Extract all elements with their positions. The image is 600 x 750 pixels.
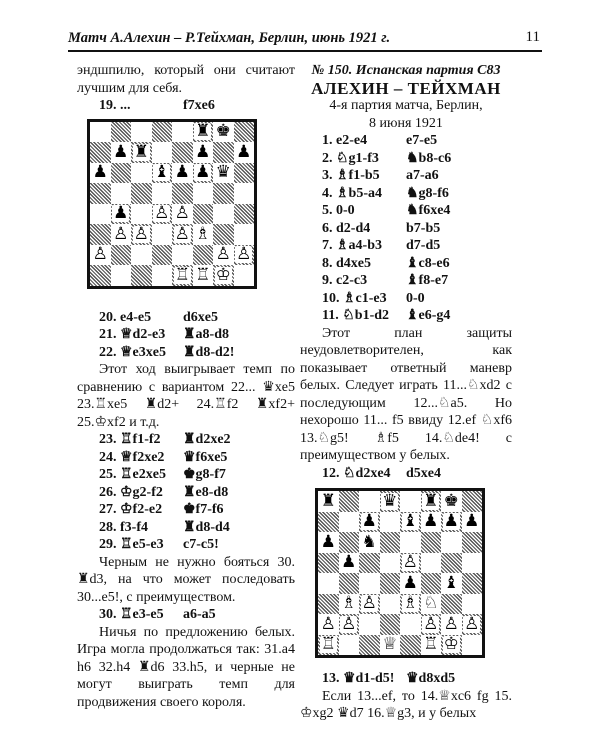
move-black: ♜a8-d8 bbox=[183, 327, 229, 342]
move-row bbox=[77, 519, 295, 537]
board-square bbox=[359, 573, 380, 594]
board-square bbox=[441, 614, 462, 635]
board-square bbox=[90, 183, 111, 204]
chess-piece-icon: ♙ bbox=[154, 203, 170, 224]
move-row bbox=[77, 344, 295, 362]
board-square bbox=[441, 532, 462, 553]
move-black: a7-a6 bbox=[406, 168, 439, 183]
move-row bbox=[300, 220, 512, 238]
moves-list-2 bbox=[77, 431, 295, 554]
move-white: 20. e4-e5 bbox=[99, 309, 152, 325]
move-black: 0-0 bbox=[406, 290, 425, 306]
move-13 bbox=[300, 670, 512, 688]
move-black: ♛d8xd5 bbox=[406, 671, 456, 686]
comment-2: Черным не нужно бояться 30. ♜d3, на что может последовать 30...e5!, с преимуществом. bbox=[77, 554, 295, 605]
chess-piece-icon: ♟ bbox=[113, 203, 129, 224]
chess-piece-icon: ♟ bbox=[195, 141, 211, 162]
move-white: 22. ♕e3xe5 bbox=[99, 344, 166, 360]
board-square bbox=[339, 512, 360, 533]
running-header bbox=[68, 28, 542, 52]
move-30 bbox=[77, 606, 295, 624]
board-square bbox=[462, 532, 483, 553]
board-square bbox=[400, 491, 421, 512]
board-square bbox=[462, 512, 483, 533]
move-row bbox=[77, 466, 295, 484]
move-white: 1. e2-e4 bbox=[322, 133, 368, 148]
board-square bbox=[380, 512, 401, 533]
move-white: 4. ♗b5-a4 bbox=[322, 185, 382, 201]
move-black: ♛f6xe5 bbox=[183, 449, 228, 465]
chess-piece-icon: ♟ bbox=[361, 511, 377, 532]
board-square bbox=[152, 142, 173, 163]
chess-piece-icon: ♙ bbox=[113, 223, 129, 244]
move-black: d5xe4 bbox=[406, 465, 441, 481]
move-white: 3. ♗f1-b5 bbox=[322, 168, 380, 183]
board-square bbox=[152, 224, 173, 245]
move-black: ♜d8-d4 bbox=[183, 519, 230, 535]
board-square bbox=[462, 614, 483, 635]
chess-diagram-2 bbox=[315, 488, 485, 658]
board-square bbox=[318, 573, 339, 594]
board-square bbox=[318, 532, 339, 553]
move-row bbox=[300, 167, 512, 185]
board-square bbox=[172, 183, 193, 204]
move-white: 23. ♖f1-f2 bbox=[99, 432, 161, 447]
chess-piece-icon: ♟ bbox=[402, 572, 418, 593]
board-square bbox=[339, 614, 360, 635]
move-white: 26. ♔g2-f2 bbox=[99, 484, 163, 500]
move-black: ♞f6xe4 bbox=[406, 203, 451, 218]
board-square bbox=[380, 614, 401, 635]
chess-piece-icon: ♘ bbox=[423, 593, 439, 614]
board-square bbox=[359, 594, 380, 615]
board-square bbox=[213, 142, 234, 163]
board-square bbox=[421, 614, 442, 635]
board-square bbox=[111, 204, 132, 225]
board-square bbox=[318, 614, 339, 635]
board-square bbox=[193, 122, 214, 143]
board-square bbox=[111, 122, 132, 143]
move-black: ♝f8-e7 bbox=[406, 273, 449, 288]
move-black: ♝c8-e6 bbox=[406, 255, 450, 271]
chess-piece-icon: ♕ bbox=[382, 634, 398, 655]
move-white: 29. ♖e5-e3 bbox=[99, 537, 164, 552]
board-square bbox=[421, 512, 442, 533]
board-square bbox=[90, 163, 111, 184]
chess-piece-icon: ♟ bbox=[92, 162, 108, 183]
board-square bbox=[441, 594, 462, 615]
chess-piece-icon: ♛ bbox=[382, 490, 398, 511]
board-square bbox=[234, 163, 255, 184]
move-row bbox=[77, 431, 295, 449]
board-square bbox=[111, 245, 132, 266]
move-white: 10. ♗c1-e3 bbox=[322, 290, 387, 306]
board-square bbox=[172, 245, 193, 266]
board-square bbox=[400, 635, 421, 656]
board-square bbox=[111, 163, 132, 184]
chess-piece-icon: ♙ bbox=[464, 613, 480, 634]
board-square bbox=[131, 245, 152, 266]
move-black: f7xe6 bbox=[183, 98, 215, 113]
board-square bbox=[421, 553, 442, 574]
board-square bbox=[213, 163, 234, 184]
chess-diagram-1 bbox=[87, 119, 257, 289]
board-square bbox=[172, 122, 193, 143]
move-row bbox=[300, 185, 512, 203]
chess-piece-icon: ♟ bbox=[443, 511, 459, 532]
chess-piece-icon: ♙ bbox=[423, 613, 439, 634]
board-square bbox=[318, 553, 339, 574]
chess-piece-icon: ♝ bbox=[443, 572, 459, 593]
board-square bbox=[213, 224, 234, 245]
board-square bbox=[172, 224, 193, 245]
move-black: ♝e6-g4 bbox=[406, 308, 451, 323]
players: АЛЕХИН – ТЕЙХМАН bbox=[311, 78, 501, 98]
chess-piece-icon: ♚ bbox=[215, 121, 231, 142]
board-square bbox=[234, 204, 255, 225]
board-square bbox=[441, 635, 462, 656]
board-square bbox=[90, 245, 111, 266]
board-square bbox=[400, 512, 421, 533]
board-square bbox=[380, 594, 401, 615]
board-square bbox=[193, 204, 214, 225]
board-square bbox=[318, 594, 339, 615]
chess-piece-icon: ♚ bbox=[443, 490, 459, 511]
board-square bbox=[213, 183, 234, 204]
chess-piece-icon: ♗ bbox=[341, 593, 357, 614]
move-white: 12. ♘d2xe4 bbox=[322, 465, 391, 481]
move-white: 13. ♛d1-d5! bbox=[322, 671, 395, 686]
chess-piece-icon: ♝ bbox=[402, 511, 418, 532]
board-square bbox=[193, 245, 214, 266]
chess-piece-icon: ♙ bbox=[92, 244, 108, 265]
move-row bbox=[300, 202, 512, 220]
board-square bbox=[131, 183, 152, 204]
board-square bbox=[152, 122, 173, 143]
chess-piece-icon: ♜ bbox=[195, 121, 211, 142]
comment-5: Если 13...ef, то 14.♕xc6 fg 15. ♔xg2 ♛d7 16.♕g3, и у белых bbox=[300, 688, 512, 721]
running-title: Матч А.Алехин – Р.Тейхман, Берлин, июнь 1921 г. bbox=[68, 30, 391, 46]
board-square bbox=[462, 553, 483, 574]
board-square bbox=[421, 573, 442, 594]
left-column bbox=[77, 62, 295, 711]
board-square bbox=[131, 224, 152, 245]
board-square bbox=[400, 614, 421, 635]
move-white: 2. ♘g1-f3 bbox=[322, 150, 379, 166]
move-white: 24. ♕f2xe2 bbox=[99, 449, 165, 465]
board-square bbox=[421, 594, 442, 615]
board-square bbox=[359, 553, 380, 574]
move-white: 11. ♘b1-d2 bbox=[322, 308, 390, 323]
comment-3: Ничья по предложению белых. Игра могла продолжаться так: 31.a4 h6 32.h4 ♜d6 33.h5, и черные не могут выиграть темп для продвижения своего короля. bbox=[77, 624, 295, 710]
board-square bbox=[234, 265, 255, 286]
chess-piece-icon: ♙ bbox=[174, 223, 190, 244]
move-white: 27. ♔f2-e2 bbox=[99, 502, 163, 517]
chess-piece-icon: ♟ bbox=[423, 511, 439, 532]
board-square bbox=[152, 163, 173, 184]
board-square bbox=[318, 512, 339, 533]
board-square bbox=[234, 245, 255, 266]
chess-piece-icon: ♖ bbox=[174, 264, 190, 285]
board-square bbox=[234, 183, 255, 204]
move-black: b7-b5 bbox=[406, 220, 441, 236]
board-square bbox=[462, 573, 483, 594]
move-white: 5. 0-0 bbox=[322, 203, 355, 218]
move-row bbox=[300, 255, 512, 273]
chess-piece-icon: ♙ bbox=[361, 593, 377, 614]
board-square bbox=[193, 142, 214, 163]
chess-piece-icon: ♜ bbox=[133, 141, 149, 162]
moves-list-opening bbox=[300, 132, 512, 325]
chess-piece-icon: ♖ bbox=[320, 634, 336, 655]
game-heading: № 150. Испанская партия С83 bbox=[311, 63, 501, 78]
board-square bbox=[400, 553, 421, 574]
chess-piece-icon: ♗ bbox=[402, 593, 418, 614]
board-square bbox=[339, 532, 360, 553]
board-square bbox=[380, 491, 401, 512]
board-square bbox=[213, 204, 234, 225]
board-square bbox=[152, 245, 173, 266]
chess-piece-icon: ♔ bbox=[215, 264, 231, 285]
board-square bbox=[131, 204, 152, 225]
board-square bbox=[213, 265, 234, 286]
comment-1: Этот ход выигрывает темп по сравнению с вариантом 22... ♛xe5 23.♖xe5 ♜d2+ 24.♖f2 ♜xf2+ 25.♔xf2 и т.д. bbox=[77, 362, 295, 430]
move-black: ♜d2xe2 bbox=[183, 432, 231, 447]
board-square bbox=[339, 573, 360, 594]
move-black: d6xe5 bbox=[183, 309, 218, 325]
board-square bbox=[234, 224, 255, 245]
board-square bbox=[193, 224, 214, 245]
date: 8 июня 1921 bbox=[369, 115, 443, 131]
move-row bbox=[300, 132, 512, 150]
chess-piece-icon: ♟ bbox=[195, 162, 211, 183]
board-square bbox=[172, 265, 193, 286]
board-square bbox=[421, 491, 442, 512]
move-19 bbox=[77, 97, 295, 115]
board-square bbox=[90, 265, 111, 286]
chess-piece-icon: ♙ bbox=[215, 244, 231, 265]
board-square bbox=[400, 594, 421, 615]
chess-piece-icon: ♛ bbox=[215, 162, 231, 183]
move-white: 6. d2-d4 bbox=[322, 220, 371, 236]
chess-piece-icon: ♖ bbox=[195, 264, 211, 285]
move-black: a6-a5 bbox=[183, 607, 216, 622]
chess-piece-icon: ♞ bbox=[361, 531, 377, 552]
board-square bbox=[234, 142, 255, 163]
board-square bbox=[193, 265, 214, 286]
board-square bbox=[213, 245, 234, 266]
move-row bbox=[300, 272, 512, 290]
move-white: 21. ♕d2-e3 bbox=[99, 327, 166, 342]
chess-piece-icon: ♟ bbox=[320, 531, 336, 552]
board-square bbox=[172, 142, 193, 163]
move-black: ♜d8-d2! bbox=[183, 344, 235, 360]
board-square bbox=[462, 491, 483, 512]
board-square bbox=[193, 183, 214, 204]
board-square bbox=[380, 532, 401, 553]
move-black: ♚f7-f6 bbox=[183, 502, 224, 517]
board-square bbox=[111, 183, 132, 204]
board-square bbox=[380, 573, 401, 594]
board-square bbox=[339, 594, 360, 615]
move-black: c7-c5! bbox=[183, 537, 219, 552]
board-square bbox=[441, 491, 462, 512]
chess-piece-icon: ♜ bbox=[320, 490, 336, 511]
chess-piece-icon: ♙ bbox=[133, 223, 149, 244]
board-square bbox=[441, 512, 462, 533]
board-square bbox=[193, 163, 214, 184]
board-square bbox=[131, 163, 152, 184]
board-square bbox=[359, 614, 380, 635]
move-white: 7. ♗a4-b3 bbox=[322, 238, 382, 253]
board-square bbox=[90, 122, 111, 143]
board-square bbox=[462, 635, 483, 656]
board-square bbox=[234, 122, 255, 143]
board-square bbox=[172, 163, 193, 184]
board-square bbox=[131, 122, 152, 143]
board-square bbox=[359, 532, 380, 553]
chess-piece-icon: ♟ bbox=[174, 162, 190, 183]
board-square bbox=[111, 142, 132, 163]
board-square bbox=[421, 635, 442, 656]
chess-piece-icon: ♔ bbox=[443, 634, 459, 655]
board-square bbox=[400, 532, 421, 553]
chess-piece-icon: ♜ bbox=[423, 490, 439, 511]
board-square bbox=[400, 573, 421, 594]
chess-piece-icon: ♙ bbox=[341, 613, 357, 634]
move-row bbox=[77, 309, 295, 327]
move-row bbox=[77, 449, 295, 467]
board-square bbox=[90, 204, 111, 225]
board-square bbox=[152, 183, 173, 204]
move-white: 25. ♖e2xe5 bbox=[99, 467, 166, 482]
chess-piece-icon: ♟ bbox=[341, 552, 357, 573]
board-square bbox=[359, 512, 380, 533]
move-row bbox=[77, 501, 295, 519]
board-square bbox=[339, 635, 360, 656]
move-row bbox=[77, 484, 295, 502]
move-row bbox=[77, 326, 295, 344]
board-square bbox=[441, 573, 462, 594]
board-square bbox=[380, 635, 401, 656]
board-square bbox=[213, 122, 234, 143]
move-white: 8. d4xe5 bbox=[322, 255, 371, 271]
board-square bbox=[90, 224, 111, 245]
chess-piece-icon: ♗ bbox=[195, 223, 211, 244]
board-square bbox=[152, 204, 173, 225]
move-black: e7-e5 bbox=[406, 133, 438, 148]
board-square bbox=[462, 594, 483, 615]
moves-list-1 bbox=[77, 309, 295, 362]
chess-piece-icon: ♟ bbox=[464, 511, 480, 532]
board-square bbox=[441, 553, 462, 574]
board-square bbox=[152, 265, 173, 286]
chess-piece-icon: ♟ bbox=[236, 141, 252, 162]
board-square bbox=[421, 532, 442, 553]
chess-piece-icon: ♙ bbox=[174, 203, 190, 224]
board-square bbox=[131, 265, 152, 286]
comment-4: Этот план защиты неудовлетворителен, как показывает ответный маневр белых. Следует играть 11...♘xd2 с последующим 12...♘a5. Но нехорошо 11... f5 ввиду 12.ef ♘xf6 13.♘g5! ♗f5 14.♘de4! с преимуществом у белых. bbox=[300, 325, 512, 463]
board-square bbox=[359, 491, 380, 512]
move-row bbox=[300, 150, 512, 168]
board-square bbox=[339, 553, 360, 574]
move-black: ♜e8-d8 bbox=[183, 484, 229, 500]
move-row bbox=[300, 290, 512, 308]
chess-piece-icon: ♙ bbox=[236, 244, 252, 265]
move-white: 28. f3-f4 bbox=[99, 519, 148, 535]
page-number: 11 bbox=[525, 29, 540, 45]
board-square bbox=[111, 265, 132, 286]
board-square bbox=[339, 491, 360, 512]
event: 4-я партия матча, Берлин, bbox=[329, 98, 483, 113]
intro-text: эндшпилю, который они считают лучшим для себя. bbox=[77, 63, 295, 96]
right-column bbox=[300, 62, 512, 723]
chess-piece-icon: ♙ bbox=[443, 613, 459, 634]
board-square bbox=[359, 635, 380, 656]
move-black: ♚g8-f7 bbox=[183, 467, 226, 482]
move-row bbox=[300, 307, 512, 325]
chess-piece-icon: ♙ bbox=[402, 552, 418, 573]
move-12 bbox=[300, 465, 512, 483]
move-row bbox=[300, 237, 512, 255]
move-white: 9. c2-c3 bbox=[322, 273, 368, 288]
chess-piece-icon: ♟ bbox=[113, 141, 129, 162]
move-row bbox=[77, 536, 295, 554]
board-square bbox=[111, 224, 132, 245]
chess-piece-icon: ♝ bbox=[154, 162, 170, 183]
board-square bbox=[131, 142, 152, 163]
move-black: d7-d5 bbox=[406, 238, 441, 253]
move-white: 30. ♖e3-e5 bbox=[99, 607, 164, 622]
move-black: ♞b8-c6 bbox=[406, 150, 452, 166]
board-square bbox=[380, 553, 401, 574]
move-white: 19. ... bbox=[99, 98, 131, 113]
board-square bbox=[172, 204, 193, 225]
move-black: ♞g8-f6 bbox=[406, 185, 449, 201]
chess-piece-icon: ♖ bbox=[423, 634, 439, 655]
board-square bbox=[318, 635, 339, 656]
board-square bbox=[90, 142, 111, 163]
board-square bbox=[318, 491, 339, 512]
chess-piece-icon: ♙ bbox=[320, 613, 336, 634]
